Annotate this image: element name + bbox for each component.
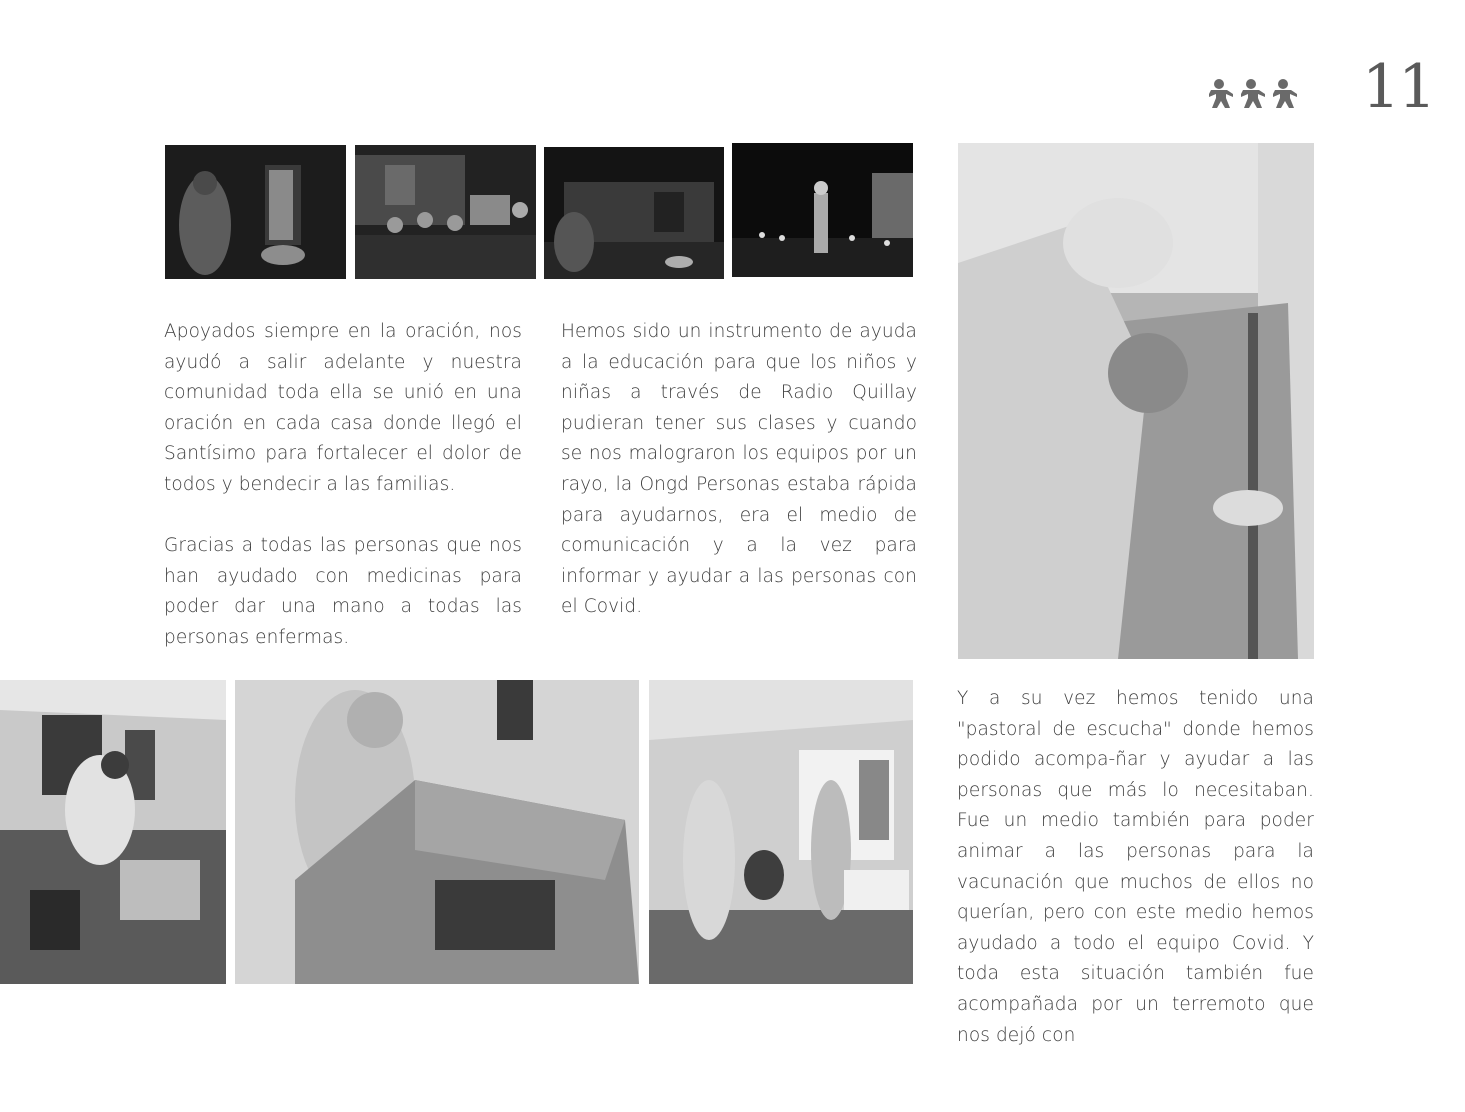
page-number: 11 [1362, 52, 1435, 122]
patient-care-photo [958, 143, 1314, 659]
medicine-packing-photo-2 [235, 680, 639, 984]
clinic-room-photo [649, 680, 913, 984]
night-procession-photo-1 [165, 145, 346, 279]
night-procession-photo-2 [355, 145, 536, 279]
radio-paragraph: Hemos sido un instrumento de ayuda a la educación para que los niños y niñas a través de Radio Quillay pudieran tener sus clases y cuando se nos malograron los equipos por un rayo, la Ongd Personas estaba rápida para ayudarnos, era el medio de comunicación y a la vez para informar y ayudar a las personas con el Covid. [561, 321, 917, 618]
right-text-column [957, 684, 1314, 1051]
night-procession-photo-4 [732, 143, 913, 277]
night-procession-photo-3 [544, 147, 724, 279]
left-text-column [164, 317, 522, 654]
prayer-paragraph: Apoyados siempre en la oración, nos ayudó a salir adelante y nuestra comunidad toda ella se unió en una oración en cada casa donde llegó el Santísimo para fortalecer el dolor de todos y bendecir a las familias. [164, 321, 522, 495]
pastoral-paragraph: Y a su vez hemos tenido una "pastoral de escucha" donde hemos podido acompa-ñar y ayudar a las personas que más lo necesitaban. Fue un medio también para poder animar a las personas para la vacunación que muchos de ellos no querían, pero con este medio hemos ayudado a todo el equipo Covid. Y toda esta situación también fue acompañada por un terremoto que nos dejó con [957, 688, 1314, 1046]
three-paper-people-icon [1205, 78, 1301, 108]
middle-text-column [561, 317, 917, 623]
thanks-paragraph: Gracias a todas las personas que nos han ayudado con medicinas para poder dar una mano a todas las personas enfermas. [164, 535, 522, 648]
medicine-packing-photo-1 [0, 680, 226, 984]
